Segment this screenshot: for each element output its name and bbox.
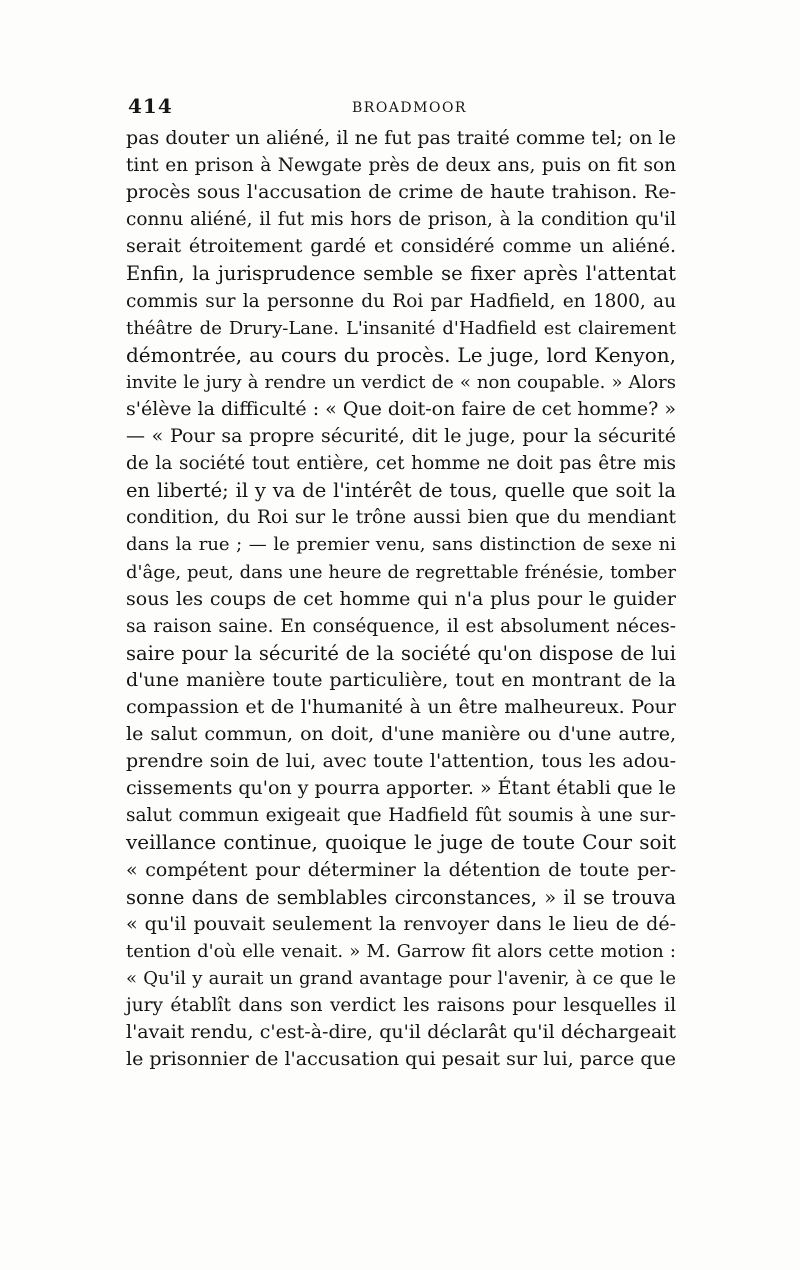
text-line: salut commun exigeait que Hadfield fût soumis à une sur- [126,805,676,827]
text-line: d'âge, peut, dans une heure de regrettable frénésie, tomber [126,561,676,583]
text-line: de la société tout entière, cet homme ne doit pas être mis [126,453,676,475]
text-line: procès sous l'accusation de crime de haute trahison. Re- [126,181,676,204]
text-line: « compétent pour déterminer la détention de toute per- [126,858,676,881]
running-title: BROADMOOR [352,100,467,116]
text-line: cissements qu'on y pourra apporter. » Étant établi que le [126,777,676,800]
text-line: l'avait rendu, c'est-à-dire, qu'il déclarât qu'il déchargeait [126,1021,676,1044]
text-line: serait étroitement gardé et considéré comme un aliéné. [126,235,676,258]
text-line: invite le jury à rendre un verdict de « non coupable. » Alors [126,371,676,393]
text-line: connu aliéné, il fut mis hors de prison, à la condition qu'il [126,209,676,231]
text-line: jury établît dans son verdict les raisons pour lesquelles il [126,995,676,1016]
text-line: — « Pour sa propre sécurité, dit le juge, pour la sécurité [126,425,676,448]
text-line: condition, du Roi sur le trône aussi bien que du mendiant [126,507,676,529]
text-line: « qu'il pouvait seulement la renvoyer dans le lieu de dé- [126,912,676,935]
text-line: tint en prison à Newgate près de deux ans, puis on fit son [126,155,676,177]
text-line: compassion et de l'humanité à un être malheureux. Pour [126,695,676,718]
text-line: le prisonnier de l'accusation qui pesait sur lui, parce que [126,1048,676,1071]
text-line: tention d'où elle venait. » M. Garrow fit alors cette motion : [126,940,676,962]
text-line: prendre soin de lui, avec toute l'attention, tous les adou- [126,750,676,773]
text-line: théâtre de Drury-Lane. L'insanité d'Hadfield est clairement [126,317,676,339]
text-line: sous les coups de cet homme qui n'a plus pour le guider [126,587,676,610]
text-line: le salut commun, on doit, d'une manière ou d'une autre, [126,723,676,746]
body-text [126,125,676,1073]
text-line: sa raison saine. En conséquence, il est absolument néces- [126,615,676,637]
text-line: d'une manière toute particulière, tout en montrant de la [126,668,676,691]
text-line: saire pour la sécurité de la société qu'on dispose de lui [126,641,676,665]
text-line: pas douter un aliéné, il ne fut pas traité comme tel; on le [126,127,676,149]
text-line: dans la rue ; — le premier venu, sans distinction de sexe ni [126,534,676,556]
text-line: « Qu'il y aurait un grand avantage pour l'avenir, à ce que le [126,967,676,989]
text-line: veillance continue, quoique le juge de toute Cour soit [126,830,676,855]
text-line: Enfin, la jurisprudence semble se fixer après l'attentat [126,262,676,286]
text-line: sonne dans de semblables circonstances, » il se trouva [126,885,676,909]
running-head [128,94,676,124]
text-line: s'élève la difficulté : « Que doit-on faire de cet homme? » [126,397,676,420]
text-line: commis sur la personne du Roi par Hadfield, en 1800, au [126,290,676,312]
text-line: démontrée, au cours du procès. Le juge, lord Kenyon, [126,342,676,367]
text-line: en liberté; il y va de l'intérêt de tous, quelle que soit la [126,479,676,503]
page-number: 414 [128,94,173,118]
